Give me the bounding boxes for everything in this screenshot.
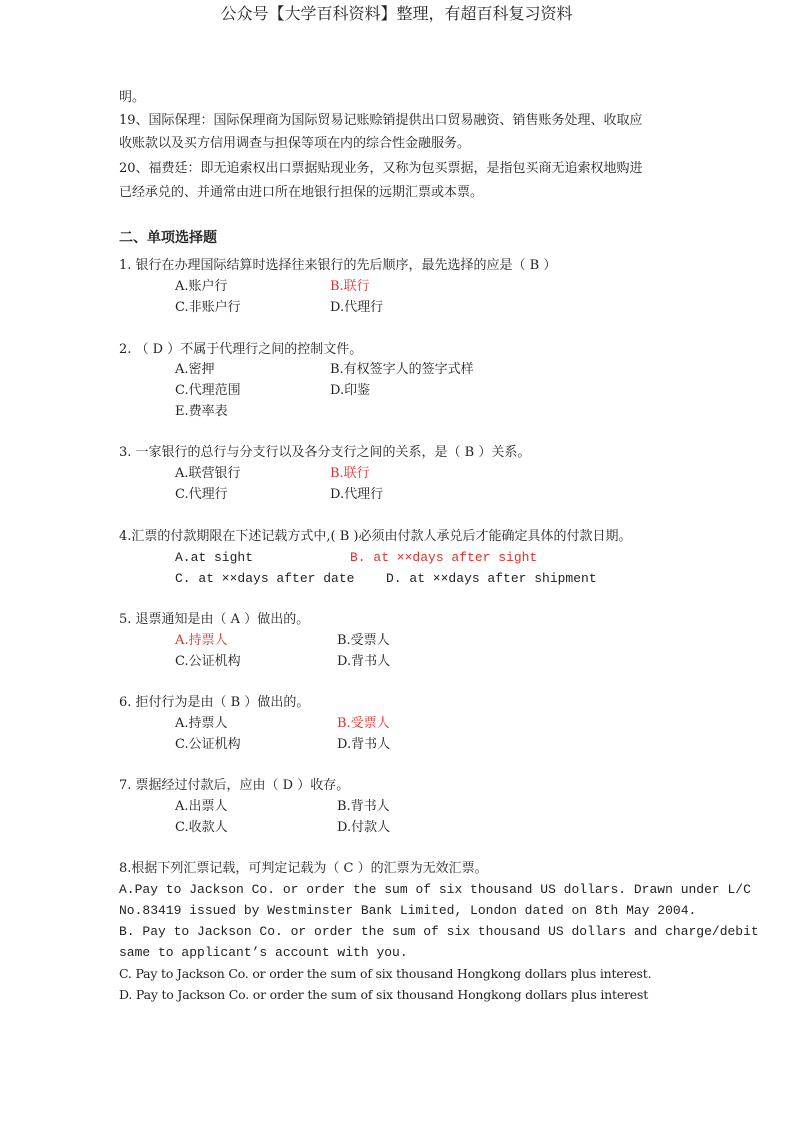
q1-option-a: A.账户行 <box>175 279 228 294</box>
continuation-text: 明。 <box>119 90 146 105</box>
q7-option-d: D.付款人 <box>337 820 391 835</box>
q2-option-d: D.印鉴 <box>330 383 371 398</box>
definition-19-line1: 19、国际保理：国际保理商为国际贸易记账赊销提供出口贸易融资、销售账务处理、收取应 <box>119 113 643 128</box>
question-4: 4.汇票的付款期限在下述记载方式中,( B )必须由付款人承兑后才能确定具体的付款日期。 <box>119 529 632 544</box>
q2-option-c: C.代理范围 <box>175 383 241 398</box>
question-3: 3. 一家银行的总行与分支行以及各分支行之间的关系，是（ B ）关系。 <box>119 445 531 460</box>
question-7: 7. 票据经过付款后，应由（ D ）收存。 <box>119 778 350 793</box>
q3-option-b-answer: B.联行 <box>330 466 370 481</box>
question-1: 1. 银行在办理国际结算时选择往来银行的先后顺序，最先选择的应是（ B ） <box>119 258 557 273</box>
question-2: 2. （ D ）不属于代理行之间的控制文件。 <box>119 342 363 357</box>
q6-option-a: A.持票人 <box>175 716 228 731</box>
q7-option-c: C.收款人 <box>175 820 228 835</box>
q8-option-b-line2: same to applicant’s account with you. <box>119 945 408 960</box>
definition-20-line2: 已经承兑的、并通常由进口所在地银行担保的远期汇票或本票。 <box>119 185 484 200</box>
question-5: 5. 退票通知是由（ A ）做出的。 <box>119 612 310 627</box>
page-header: 公众号【大学百科资料】整理，有超百科复习资料 <box>220 4 573 23</box>
q2-option-e: E.费率表 <box>175 404 228 419</box>
q6-option-d: D.背书人 <box>337 737 391 752</box>
q2-option-a: A.密押 <box>175 362 215 377</box>
q1-option-b-answer: B.联行 <box>330 279 370 294</box>
q8-option-a-line1: A.Pay to Jackson Co. or order the sum of six thousand US dollars. Drawn under L/C <box>119 882 751 897</box>
q4-option-b-answer: B. at ××days after sight <box>350 550 538 565</box>
q4-option-a: A.at sight <box>175 550 254 565</box>
q1-option-c: C.非账户行 <box>175 300 241 315</box>
q2-option-b: B.有权签字人的签字式样 <box>330 362 474 377</box>
q4-option-d: D. at ××days after shipment <box>386 571 597 586</box>
q5-option-d: D.背书人 <box>337 654 391 669</box>
definition-19-line2: 收账款以及买方信用调查与担保等项在内的综合性金融服务。 <box>119 136 471 151</box>
q8-option-a-line2: No.83419 issued by Westminster Bank Limited, London dated on 8th May 2004. <box>119 903 697 918</box>
q3-option-d: D.代理行 <box>330 487 384 502</box>
q7-option-b: B.背书人 <box>337 799 390 814</box>
q5-option-c: C.公证机构 <box>175 654 241 669</box>
q8-option-b-line1: B. Pay to Jackson Co. or order the sum of six thousand US dollars and charge/debit <box>119 924 759 939</box>
q6-option-c: C.公证机构 <box>175 737 241 752</box>
definition-20-line1: 20、福费廷：即无追索权出口票据贴现业务，又称为包买票据，是指包买商无追索权地购进 <box>119 161 643 176</box>
q3-option-c: C.代理行 <box>175 487 228 502</box>
section-title: 二、单项选择题 <box>119 230 217 246</box>
q6-option-b-answer: B.受票人 <box>337 716 390 731</box>
q3-option-a: A.联营银行 <box>175 466 241 481</box>
q5-option-b: B.受票人 <box>337 633 390 648</box>
q7-option-a: A.出票人 <box>175 799 228 814</box>
q8-option-d: D. Pay to Jackson Co. or order the sum of six thousand Hongkong dollars plus interest <box>119 987 649 1002</box>
question-8: 8.根据下列汇票记载，可判定记载为（ C ）的汇票为无效汇票。 <box>119 861 488 876</box>
q4-option-c: C. at ××days after date <box>175 571 355 586</box>
question-6: 6. 拒付行为是由（ B ）做出的。 <box>119 695 310 710</box>
q8-option-c: C. Pay to Jackson Co. or order the sum of six thousand Hongkong dollars plus interest. <box>119 966 652 981</box>
q1-option-d: D.代理行 <box>330 300 384 315</box>
q5-option-a-answer: A.持票人 <box>175 633 228 648</box>
